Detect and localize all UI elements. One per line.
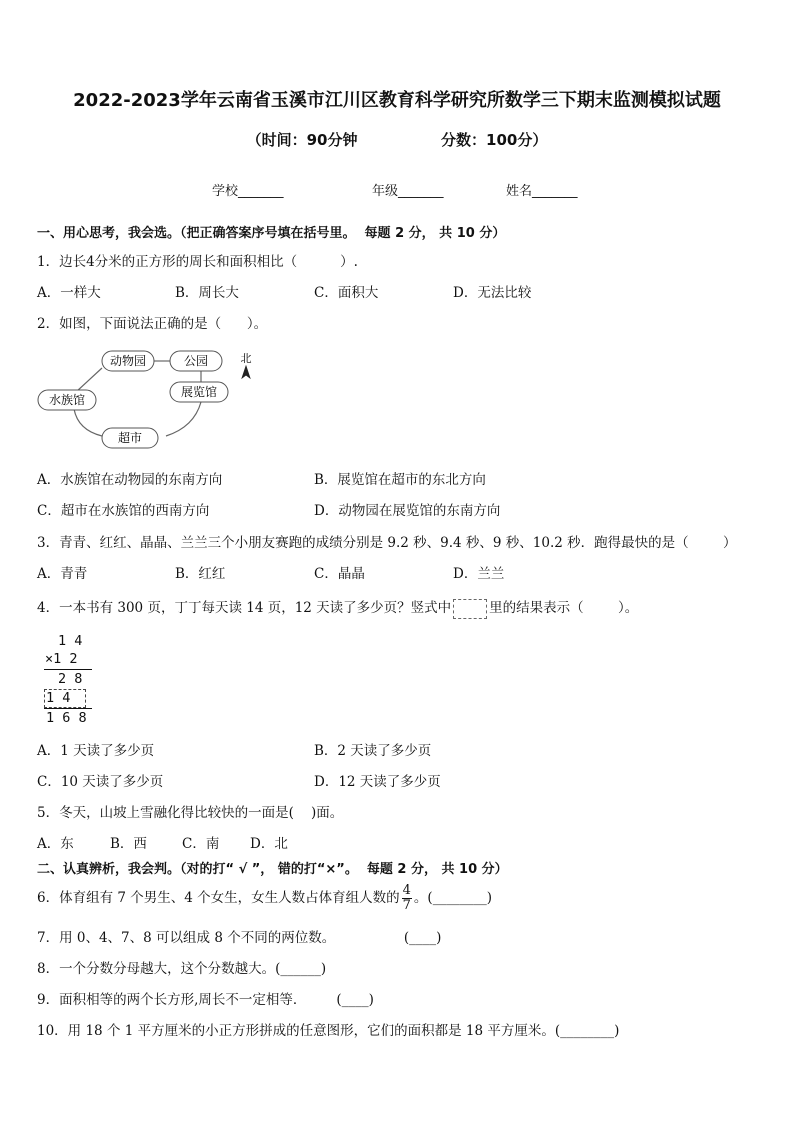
question-2-stem: 2．如图，下面说法正确的是（ ）。 (37, 316, 268, 332)
supermarket-node (102, 428, 158, 448)
mult-row-2: ×1 2 (45, 651, 78, 667)
mult-row-1: 1 4 (58, 633, 83, 649)
dashed-box-marker (453, 599, 487, 619)
q1-option-c: C．面积大 (314, 285, 379, 301)
q6-answer-blank: 。(________) (413, 890, 492, 906)
park-node (170, 351, 222, 371)
q1-option-a: A．一样大 (37, 285, 101, 301)
fraction-denominator: 7 (402, 898, 411, 913)
zoo-node (102, 351, 154, 371)
question-9: 9．面积相等的两个长方形,周长不一定相等． (____) (37, 992, 374, 1008)
q3-option-a: A．青青 (37, 566, 88, 582)
q3-option-d: D．兰兰 (453, 566, 505, 582)
q1-option-d: D．无法比较 (453, 285, 532, 301)
q4-stem-before: 4．一本书有 300 页，丁丁每天读 14 页，12 天读了多少页？竖式中 (37, 600, 452, 616)
q4-option-a: A．1 天读了多少页 (37, 743, 155, 759)
q4-option-d: D．12 天读了多少页 (314, 774, 441, 790)
mult-row-3: 2 8 (58, 671, 83, 687)
q2-option-c: C．超市在水族馆的西南方向 (37, 503, 210, 519)
zoo-label: 动物园 (109, 354, 147, 368)
q3-option-b: B．红红 (175, 566, 226, 582)
exhibition-node (170, 382, 228, 402)
north-arrow-icon (242, 366, 250, 378)
question-7: 7．用 0、4、7、8 可以组成 8 个不同的两位数。 (____) (37, 930, 442, 946)
question-4-stem (37, 596, 638, 619)
exhibition-label: 展览馆 (180, 385, 218, 399)
section-two-heading: 二、认真辨析，我会判。（对的打“ √ ”， 错的打“×”。 每题 2 分， 共 10 分） (37, 862, 508, 877)
exam-subtitle: （时间：90分钟 分数：100分） (246, 131, 548, 149)
q4-option-b: B．2 天读了多少页 (314, 743, 432, 759)
north-label: 北 (240, 352, 252, 365)
mult-rule-2 (44, 708, 92, 709)
q5-option-c: C．南 (182, 836, 220, 852)
fraction-numerator: 4 (402, 883, 411, 898)
school-field: 学校_______ (212, 184, 284, 199)
q5-option-d: D．北 (250, 836, 288, 852)
aquarium-node (38, 390, 96, 410)
section-one-heading: 一、用心思考，我会选。（把正确答案序号填在括号里。 每题 2 分， 共 10 分） (37, 226, 506, 241)
question-10: 10．用 18 个 1 平方厘米的小正方形拼成的任意图形，它们的面积都是 18 平方厘米。(________) (37, 1023, 620, 1039)
park-label: 公园 (183, 354, 209, 368)
mult-rule-1 (44, 669, 92, 670)
aquarium-label: 水族馆 (48, 393, 86, 407)
q4-option-c: C．10 天读了多少页 (37, 774, 164, 790)
name-field: 姓名_______ (506, 184, 578, 199)
question-5-stem: 5．冬天，山坡上雪融化得比较快的一面是( )面。 (37, 805, 344, 821)
q1-option-b: B．周长大 (175, 285, 239, 301)
mult-row-5: 1 6 8 (46, 710, 87, 726)
fraction-four-sevenths (402, 884, 412, 913)
question-8: 8．一个分数分母越大，这个分数越大。(______) (37, 961, 327, 977)
direction-map-diagram (36, 342, 266, 454)
q2-option-a: A．水族馆在动物园的东南方向 (37, 472, 223, 488)
q5-option-b: B．西 (110, 836, 147, 852)
mult-row-4: 1 4 (46, 690, 71, 706)
question-6 (37, 884, 492, 913)
q4-stem-after: 里的结果表示（ ）。 (489, 600, 639, 616)
question-1-stem: 1．边长4分米的正方形的周长和面积相比（ ）. (37, 254, 358, 270)
exam-title: 2022-2023学年云南省玉溪市江川区教育科学研究所数学三下期末监测模拟试题 (73, 90, 721, 111)
q2-option-d: D．动物园在展览馆的东南方向 (314, 503, 501, 519)
grade-field: 年级_______ (372, 184, 444, 199)
q6-stem: 6．体育组有 7 个男生、4 个女生，女生人数占体育组人数的 (37, 890, 400, 906)
q3-option-c: C．晶晶 (314, 566, 365, 582)
q2-option-b: B．展览馆在超市的东北方向 (314, 472, 486, 488)
north-indicator (241, 352, 252, 378)
question-3-stem: 3．青青、红红、晶晶、兰兰三个小朋友赛跑的成绩分别是 9.2 秒、9.4 秒、9 秒、10.2 秒．跑得最快的是（ ） (37, 535, 737, 551)
q5-option-a: A．东 (37, 836, 74, 852)
supermarket-label: 超市 (117, 431, 143, 445)
